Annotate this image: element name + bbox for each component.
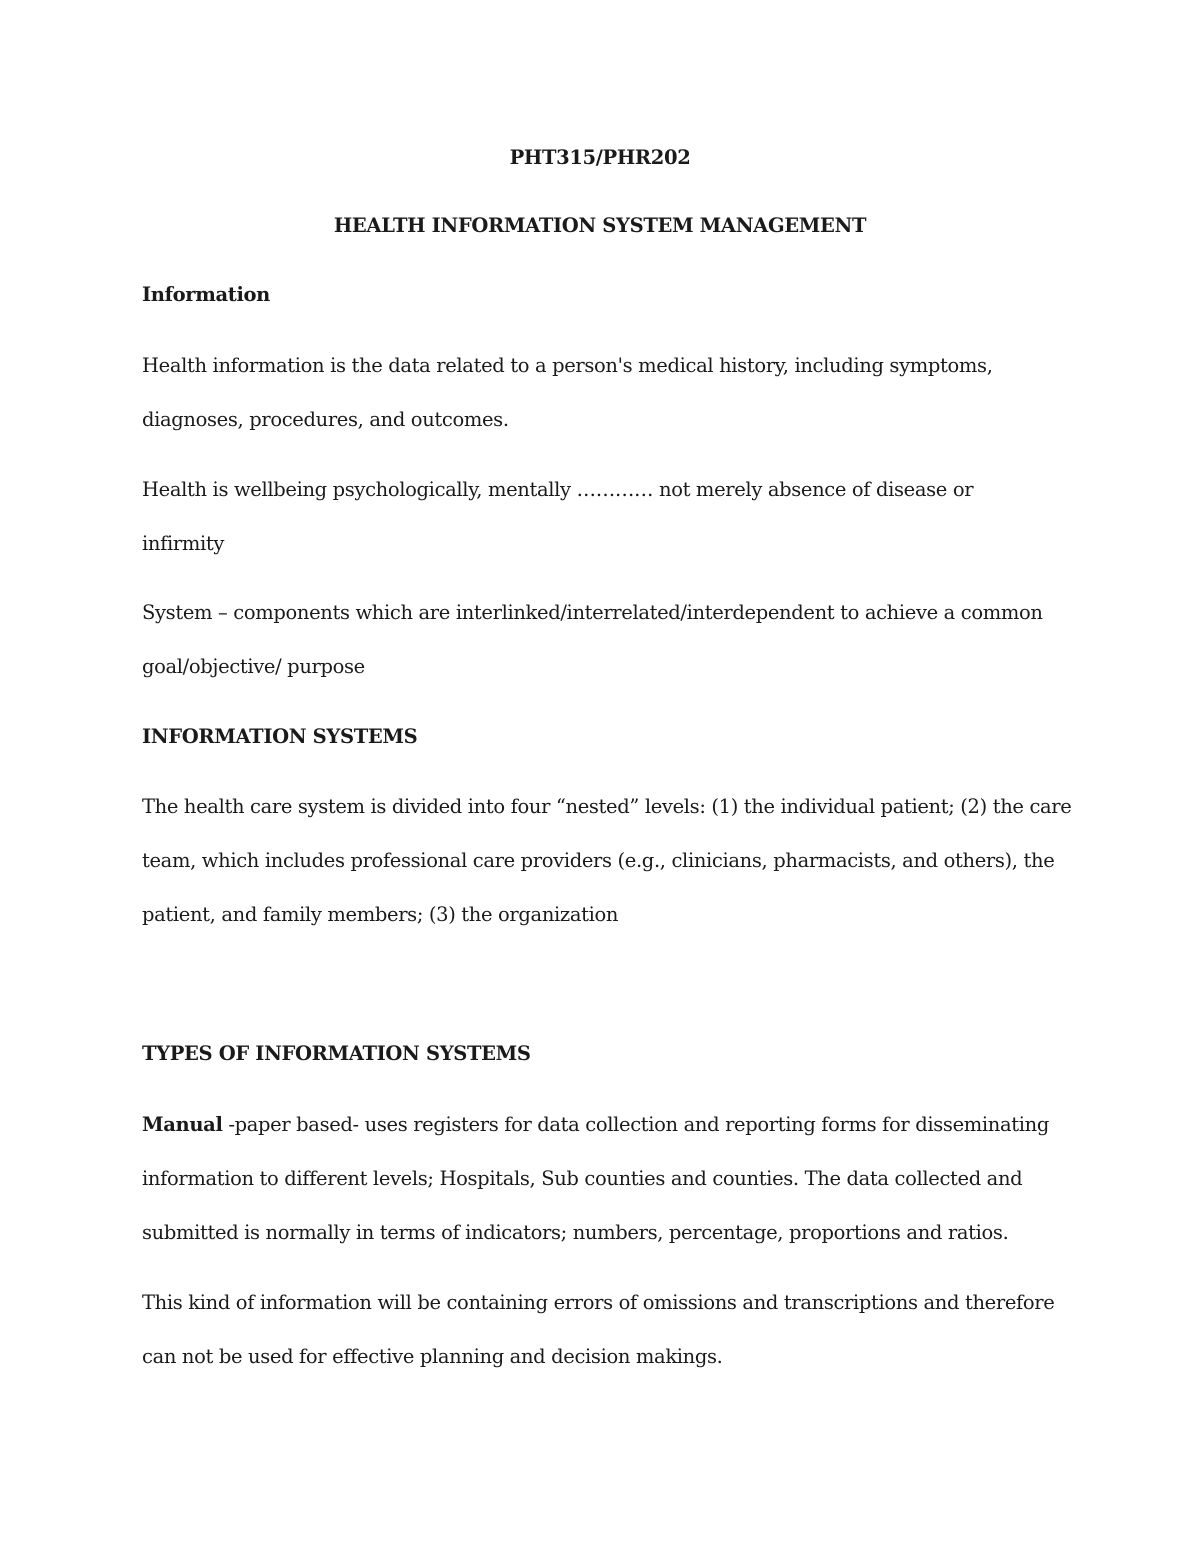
- types-para2-line1: This kind of information will be containing errors of omissions and transcriptions and therefore: [142, 1291, 1055, 1314]
- types-para1-line1-text: -paper based- uses registers for data collection and reporting forms for disseminating: [222, 1113, 1049, 1136]
- types-heading: TYPES OF INFORMATION SYSTEMS: [142, 1042, 531, 1065]
- manual-label: Manual: [142, 1113, 223, 1136]
- information-para2-line1: Health is wellbeing psychologically, mentally ………… not merely absence of disease or: [142, 478, 974, 501]
- information-systems-para-line1: The health care system is divided into four “nested” levels: (1) the individual patient; (2) the care: [142, 795, 1072, 818]
- types-para1-line2: information to different levels; Hospitals, Sub counties and counties. The data collected and: [142, 1167, 1023, 1190]
- course-code: PHT315/PHR202: [509, 146, 691, 169]
- types-para1-line1: [142, 1112, 1049, 1138]
- information-para3-line1: System – components which are interlinked/interrelated/interdependent to achieve a common: [142, 601, 1043, 624]
- document-title: HEALTH INFORMATION SYSTEM MANAGEMENT: [333, 214, 867, 237]
- information-systems-heading: INFORMATION SYSTEMS: [142, 725, 418, 748]
- information-systems-para-line3: patient, and family members; (3) the organization: [142, 903, 619, 926]
- information-para3-line2: goal/objective/ purpose: [142, 655, 365, 678]
- information-para2-line2: infirmity: [142, 532, 225, 555]
- information-para1-line2: diagnoses, procedures, and outcomes.: [142, 408, 509, 431]
- types-para2-line2: can not be used for effective planning and decision makings.: [142, 1345, 723, 1368]
- information-systems-para-line2: team, which includes professional care providers (e.g., clinicians, pharmacists, and others), the: [142, 849, 1055, 872]
- types-para1-line3: submitted is normally in terms of indicators; numbers, percentage, proportions and ratios.: [142, 1221, 1009, 1244]
- information-para1-line1: Health information is the data related to a person's medical history, including symptoms,: [142, 354, 993, 377]
- information-heading: Information: [142, 283, 270, 306]
